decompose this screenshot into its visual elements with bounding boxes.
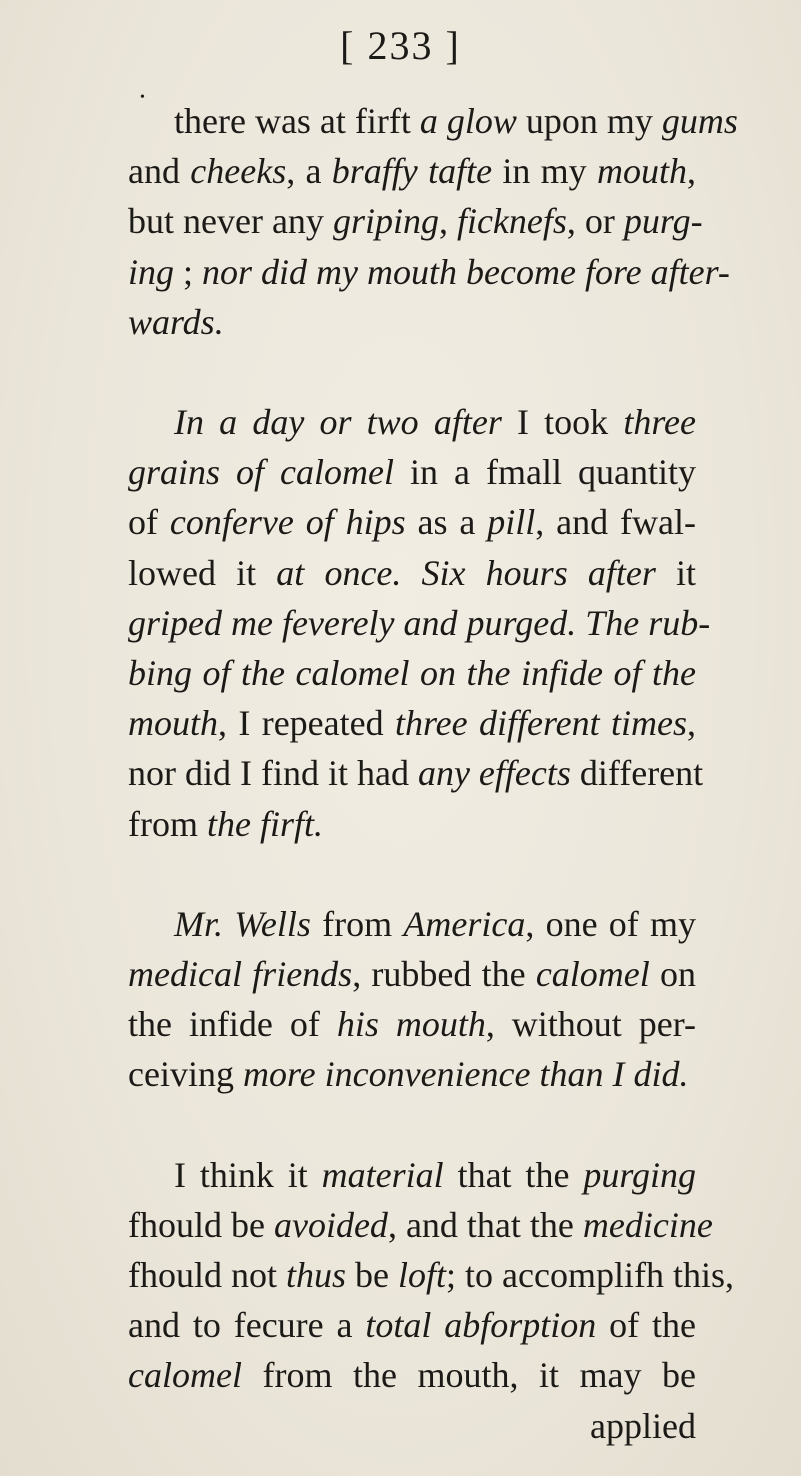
text-line: calomel from the mouth, it may be bbox=[128, 1355, 696, 1396]
text-line: ceiving more inconvenience than I did. bbox=[128, 1054, 689, 1095]
text-line: fhould be avoided, and that the medicine bbox=[128, 1204, 713, 1245]
paragraph-3 bbox=[128, 899, 696, 1100]
text-line: bing of the calomel on the infide of the bbox=[128, 653, 696, 694]
text-line: ing ; nor did my mouth become fore after- bbox=[128, 251, 730, 292]
text-line: Mr. Wells from America, one of my bbox=[174, 903, 697, 944]
page-number: [ 233 ] bbox=[340, 23, 461, 68]
text-line: and to fecure a total abforption of the bbox=[128, 1305, 696, 1346]
text-line: medical friends, rubbed the calomel on bbox=[128, 954, 697, 995]
text-line: In a day or two after I took three bbox=[174, 402, 696, 443]
paragraph-4 bbox=[128, 1150, 734, 1401]
catchword: applied bbox=[590, 1405, 696, 1446]
text-line: griped me feverely and purged. The rub- bbox=[128, 602, 711, 643]
text-line: fhould not thus be loft; to accomplifh this, bbox=[128, 1255, 734, 1296]
printer-mark: • bbox=[140, 90, 145, 105]
text-line: wards. bbox=[128, 301, 224, 342]
text-line: mouth, I repeated three different times, bbox=[128, 703, 696, 744]
paragraph-1 bbox=[128, 96, 738, 347]
paragraph-2 bbox=[128, 397, 711, 849]
text-line: there was at firft a glow upon my gums bbox=[174, 101, 738, 141]
text-line: lowed it at once. Six hours after it bbox=[128, 552, 697, 593]
text-line: from the firft. bbox=[128, 803, 323, 844]
text-line: I think it material that the purging bbox=[174, 1154, 696, 1195]
text-line: the infide of his mouth, without per- bbox=[128, 1004, 696, 1045]
text-line: and cheeks, a braffy tafte in my mouth, bbox=[128, 151, 696, 192]
text-line: nor did I find it had any effects different bbox=[128, 753, 704, 794]
text-line: grains of calomel in a fmall quantity bbox=[128, 452, 697, 493]
text-line: but never any griping, ficknefs, or purg- bbox=[128, 201, 703, 242]
body-text bbox=[128, 96, 738, 1451]
text-line: of conferve of hips as a pill, and fwal- bbox=[128, 502, 696, 543]
